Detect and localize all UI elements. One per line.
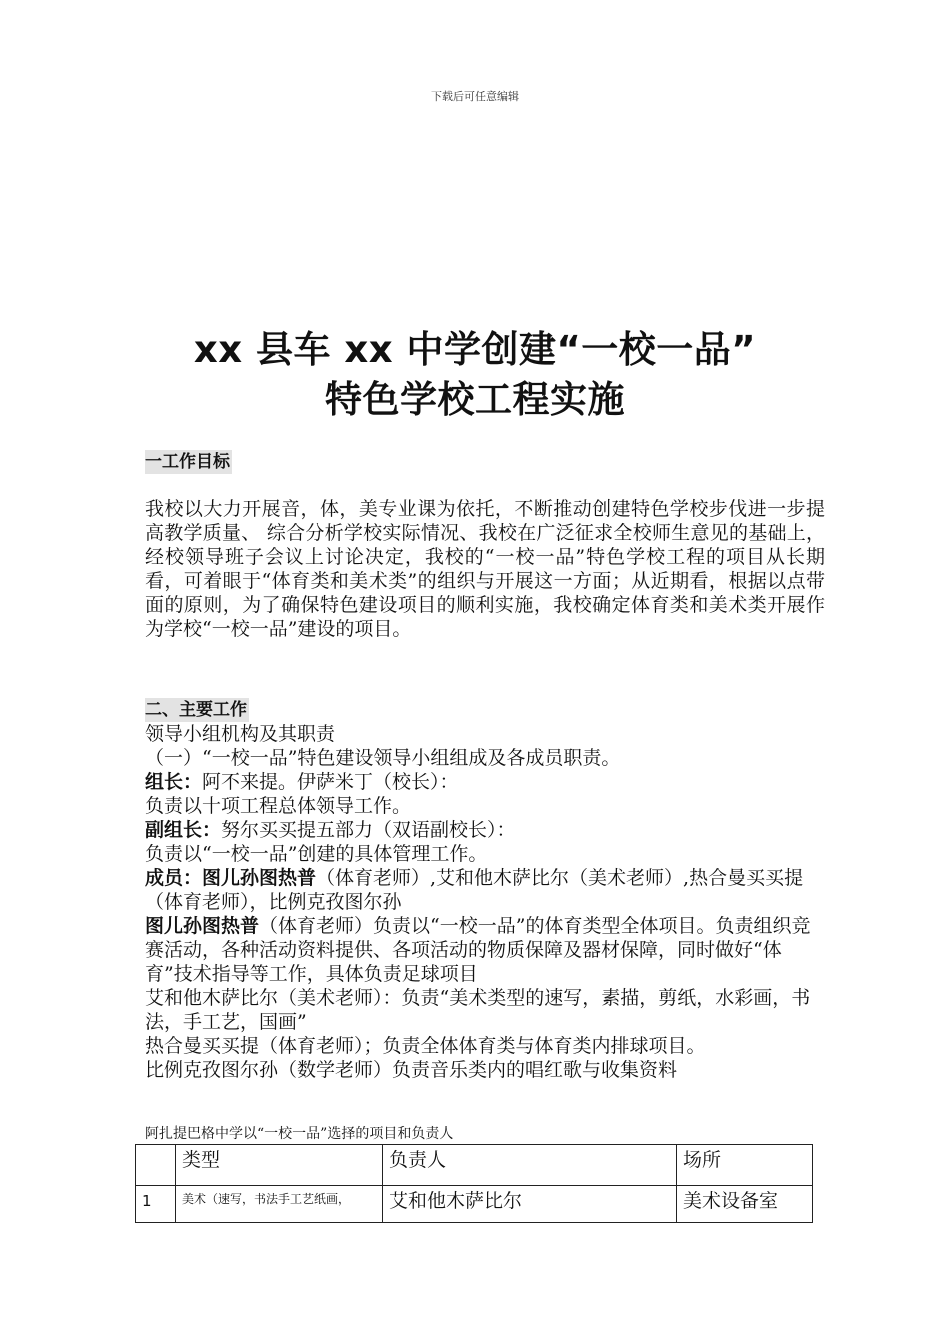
table-cell-owner: 艾和他木萨比尔 [383,1186,677,1223]
members-paragraph [145,866,825,914]
section1-heading-wrap [145,449,825,474]
table-cell-index: 1 [136,1186,176,1223]
document-title-line2: 特色学校工程实施 [325,378,625,421]
person1-paragraph [145,914,825,986]
document-title-line1: xx 县车 xx 中学创建“一校一品” [193,328,757,371]
leader-duty: 负责以十项工程总体领导工作。 [145,795,412,817]
vice-line [145,818,825,842]
table-caption: 阿扎提巴格中学以“一校一品”选择的项目和负责人 [145,1126,454,1142]
table-header-cell: 负责人 [383,1145,677,1186]
table-header-row [136,1145,813,1186]
vice-label: 副组长： [145,819,222,841]
members-label: 成员：图儿孙图热普 [145,867,317,889]
leader-label: 组长： [145,771,203,793]
leader-text: 阿不来提。伊萨米丁（校长）： [202,771,459,793]
page-header-note: 下载后可任意编辑 [431,90,519,103]
section1-heading: 一工作目标 [145,452,230,472]
section2-line1: 领导小组机构及其职责 [145,723,336,745]
person1-label: 图儿孙图热普 [145,915,260,937]
section1-body [145,497,825,641]
person3-paragraph: 热合曼买买提（体育老师）；负责全体体育类与体育类内排球项目。 [145,1035,706,1057]
table-header-cell: 类型 [176,1145,383,1186]
section1-paragraph: 我校以大力开展音，体，美专业课为依托，不断推动创建特色学校步伐进一步提高教学质量、 综合分析学校实际情况、我校在广泛征求全校师生意见的基础上，经校领导班子会议上讨论决定，我校的“一校一品”特色学校工程的项目从长期看，可着眼于“体育类和美术类”的组织与开展这一方面；从近期看，根据以点带面的原则，为了确保特色建设项目的顺利实施，我校确定体育类和美术类开展作为学校“一校一品”建设的项目。 [145,498,825,640]
leader-line [145,770,825,794]
table-cell-type: 美术（速写，书法手工艺纸画， [176,1186,383,1223]
table-row [136,1186,813,1223]
table-cell-place: 美术设备室 [677,1186,813,1223]
table-header-cell: 场所 [677,1145,813,1186]
vice-text: 努尔买买提五部力（双语副校长）： [221,819,516,841]
section2-line2: （一）“一校一品”特色建设领导小组组成及各成员职责。 [145,747,621,769]
section2-heading: 二、主要工作 [145,700,247,720]
project-table [135,1144,813,1223]
section2 [145,697,825,1082]
person1-text: （体育老师）负责以“一校一品”的体育类型全体项目。负责组织竞赛活动，各种活动资料提供、各项活动的物质保障及器材保障，同时做好“体育”技术指导等工作，具体负责足球项目 [145,915,811,985]
vice-duty: 负责以“一校一品”创建的具体管理工作。 [145,843,488,865]
person4-paragraph: 比例克孜图尔孙（数学老师）负责音乐类内的唱红歌与收集资料 [145,1059,678,1081]
members-text: （体育老师）,艾和他木萨比尔（美术老师）,热合曼买买提（体育老师），比例克孜图尔孙 [145,867,804,913]
table-header-cell [136,1145,176,1186]
person2-paragraph: 艾和他木萨比尔（美术老师）：负责“美术类型的速写，素描，剪纸，水彩画，书法，手工艺，国画” [145,987,811,1033]
